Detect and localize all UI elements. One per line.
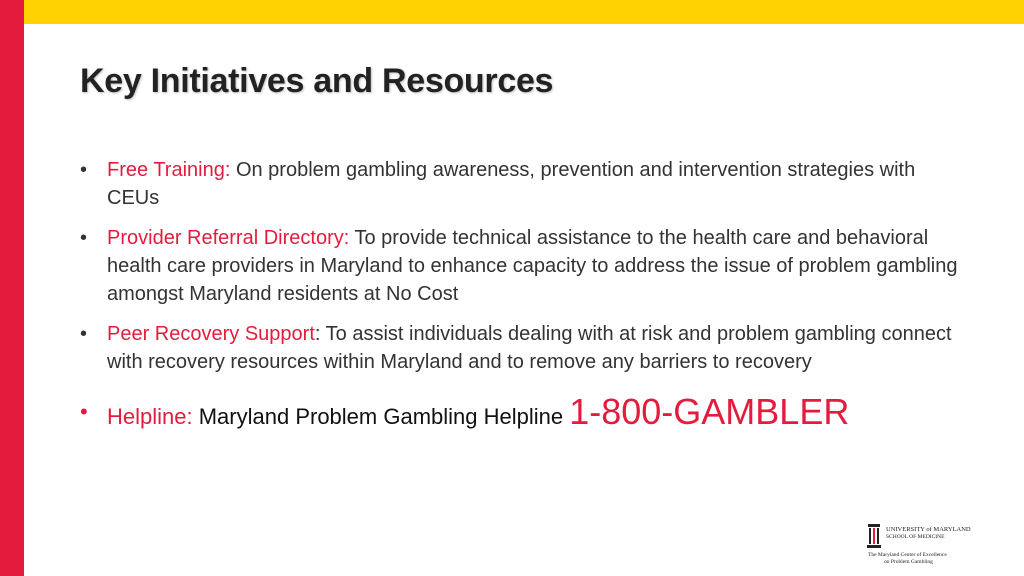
university-seal-icon bbox=[866, 524, 882, 550]
bullet-label: Free Training: bbox=[107, 159, 231, 181]
bullet-text: To provide technical assistance to the health care and behavioral health care providers in Maryland to enhance capacity to address the issue of problem gambling amongst Maryland residents at No Cost bbox=[107, 227, 958, 305]
university-logo bbox=[866, 522, 971, 568]
top-accent-bar bbox=[0, 0, 1024, 24]
bullet-marker: • bbox=[80, 227, 88, 249]
bullet-marker: • bbox=[80, 159, 88, 181]
bullet-marker: • bbox=[80, 399, 88, 424]
bullet-peer-recovery-support bbox=[80, 320, 960, 376]
helpline-text: Maryland Problem Gambling Helpline bbox=[192, 404, 570, 429]
bullet-text: On problem gambling awareness, prevention and intervention strategies with CEUs bbox=[107, 159, 916, 209]
logo-center-subtitle: on Problem Gambling bbox=[884, 559, 933, 565]
left-accent-bar bbox=[0, 0, 24, 576]
bullet-label: Provider Referral Directory: bbox=[107, 227, 350, 249]
bullet-label: Peer Recovery Support bbox=[107, 323, 315, 345]
logo-center-name: The Maryland Center of Excellence bbox=[868, 552, 947, 558]
bullet-list bbox=[80, 156, 960, 437]
helpline-phone-number: 1-800-GAMBLER bbox=[569, 391, 850, 432]
bullet-free-training bbox=[80, 156, 960, 212]
logo-university-name: UNIVERSITY of MARYLAND bbox=[886, 526, 971, 533]
helpline-label: Helpline: bbox=[107, 404, 193, 429]
bullet-marker: • bbox=[80, 323, 88, 345]
logo-school-name: SCHOOL OF MEDICINE bbox=[886, 534, 945, 540]
bullet-text: : To assist individuals dealing with at risk and problem gambling connect with recovery resources within Maryland and to remove any barriers to recovery bbox=[107, 323, 952, 373]
bullet-helpline bbox=[80, 392, 960, 437]
bullet-provider-referral-directory bbox=[80, 224, 960, 308]
slide-title: Key Initiatives and Resources bbox=[80, 62, 554, 100]
